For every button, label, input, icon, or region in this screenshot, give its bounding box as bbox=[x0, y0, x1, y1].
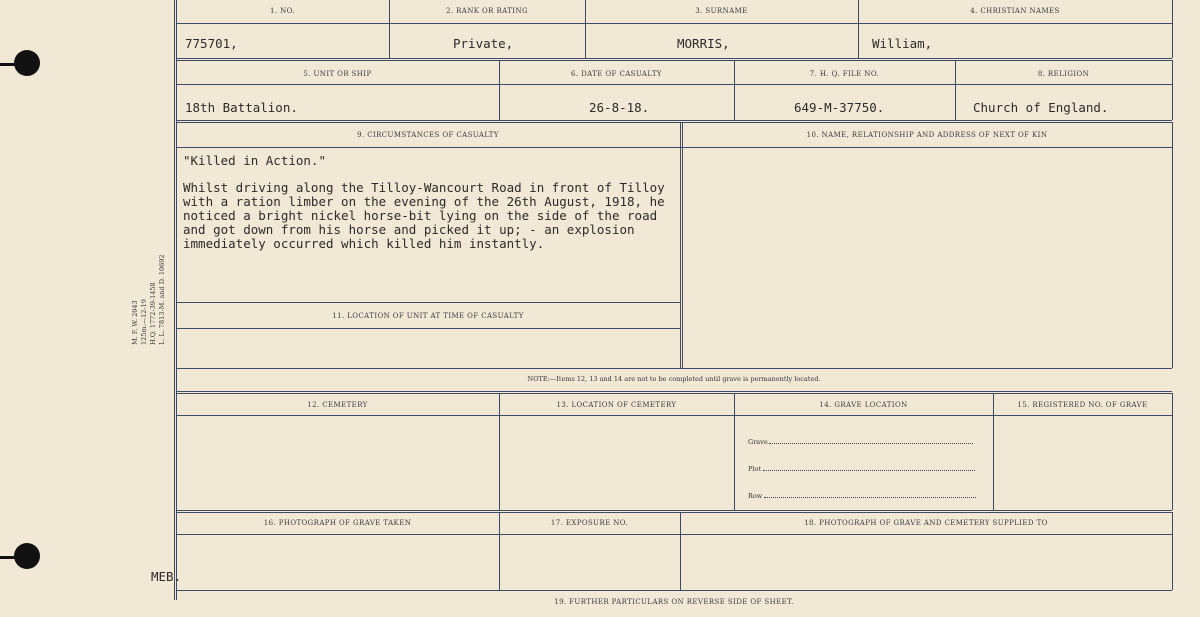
header-photo-supplied: 18. PHOTOGRAPH OF GRAVE AND CEMETERY SUPPLIED TO bbox=[804, 519, 1048, 527]
row-rule bbox=[176, 391, 1172, 392]
row-rule bbox=[176, 302, 680, 303]
footer-further-particulars: 19. FURTHER PARTICULARS ON REVERSE SIDE OF SHEET. bbox=[554, 598, 794, 606]
col-rule bbox=[499, 60, 500, 120]
col-rule bbox=[993, 393, 994, 510]
row-rule bbox=[176, 328, 680, 329]
col-rule bbox=[1172, 512, 1173, 590]
circumstance-line: immediately occurred which killed him instantly. bbox=[183, 236, 545, 251]
col-rule bbox=[499, 393, 500, 510]
row-rule bbox=[176, 368, 1172, 369]
row-rule bbox=[176, 534, 1172, 535]
value-file-no: 649-M-37750. bbox=[794, 100, 885, 115]
row-rule bbox=[176, 393, 1172, 394]
value-religion: Church of England. bbox=[973, 100, 1109, 115]
col-rule bbox=[1172, 393, 1173, 510]
circumstance-title: "Killed in Action." bbox=[183, 153, 326, 168]
punch-hole-bottom bbox=[14, 543, 40, 569]
row-rule bbox=[176, 120, 1172, 121]
row-rule bbox=[176, 84, 1172, 85]
col-rule bbox=[955, 60, 956, 120]
value-christian-names: William, bbox=[872, 36, 933, 51]
header-religion: 8. RELIGION bbox=[1037, 70, 1090, 78]
row-rule bbox=[176, 512, 1172, 513]
header-rank: 2. RANK OR RATING bbox=[446, 7, 528, 15]
header-file-no: 7. H. Q. FILE NO. bbox=[809, 70, 880, 78]
header-surname: 3. SURNAME bbox=[695, 7, 748, 15]
value-date: 26-8-18. bbox=[589, 100, 650, 115]
row-rule bbox=[176, 415, 1172, 416]
header-christian-names: 4. CHRISTIAN NAMES bbox=[970, 7, 1060, 15]
plot-dotted-line bbox=[763, 470, 975, 471]
grave-label: Grave bbox=[748, 438, 768, 446]
circumstance-line: with a ration limber on the evening of the 26th August, 1918, he bbox=[183, 194, 665, 209]
value-unit: 18th Battalion. bbox=[185, 100, 298, 115]
row-rule bbox=[176, 23, 1172, 24]
row-rule bbox=[176, 590, 1172, 591]
grave-dotted-line bbox=[769, 443, 973, 444]
form-code-line: H.Q. 1772-39-1458 bbox=[149, 282, 157, 345]
value-rank: Private, bbox=[453, 36, 514, 51]
header-grave-location: 14. GRAVE LOCATION bbox=[819, 401, 908, 409]
form-code-line: 125m.—12-19 bbox=[140, 299, 148, 345]
col-rule bbox=[734, 393, 735, 510]
header-cemetery-location: 13. LOCATION OF CEMETERY bbox=[556, 401, 677, 409]
col-rule bbox=[1172, 122, 1173, 368]
circumstance-line: and got down from his horse and picked it up; - an explosion bbox=[183, 222, 635, 237]
col-rule bbox=[682, 122, 683, 368]
header-unit: 5. UNIT OR SHIP bbox=[303, 70, 372, 78]
row-rule bbox=[176, 510, 1172, 511]
col-rule bbox=[1172, 60, 1173, 120]
row-dotted-line bbox=[764, 497, 976, 498]
punch-hole-top bbox=[14, 50, 40, 76]
circumstance-line: Whilst driving along the Tilloy-Wancourt Road in front of Tilloy bbox=[183, 180, 665, 195]
circumstance-line: noticed a bright nickel horse-bit lying on the side of the road bbox=[183, 208, 658, 223]
row-rule bbox=[176, 58, 1172, 59]
header-exposure-no: 17. EXPOSURE NO. bbox=[550, 519, 629, 527]
col-rule bbox=[734, 60, 735, 120]
value-number: 775701, bbox=[185, 36, 238, 51]
header-unit-location: 11. LOCATION OF UNIT AT TIME OF CASUALTY bbox=[332, 312, 524, 320]
header-date: 6. DATE OF CASUALTY bbox=[571, 70, 662, 78]
header-number: 1. NO. bbox=[270, 7, 295, 15]
col-rule bbox=[680, 122, 681, 368]
header-circumstances: 9. CIRCUMSTANCES OF CASUALTY bbox=[357, 131, 499, 139]
header-photo-taken: 16. PHOTOGRAPH OF GRAVE TAKEN bbox=[263, 519, 412, 527]
note-text: NOTE:—Items 12, 13 and 14 are not to be completed until grave is permanently located. bbox=[527, 375, 821, 383]
value-surname: MORRIS, bbox=[677, 36, 730, 51]
form-left-border bbox=[174, 0, 175, 600]
row-label: Row bbox=[748, 492, 763, 500]
form-code-line: L. L. 7813-M. and D. 10692 bbox=[158, 254, 166, 345]
row-rule bbox=[176, 60, 1172, 61]
row-rule bbox=[176, 147, 1172, 148]
header-cemetery: 12. CEMETERY bbox=[307, 401, 368, 409]
col-rule bbox=[1172, 0, 1173, 58]
plot-label: Plot bbox=[748, 465, 761, 473]
clerk-initials: MEB. bbox=[151, 569, 182, 584]
row-rule bbox=[176, 122, 1172, 123]
form-code-line: M. F. W. 2043 bbox=[131, 300, 139, 345]
header-next-of-kin: 10. NAME, RELATIONSHIP AND ADDRESS OF NEXT OF KIN bbox=[806, 131, 1048, 139]
header-registered-no: 15. REGISTERED NO. OF GRAVE bbox=[1017, 401, 1148, 409]
